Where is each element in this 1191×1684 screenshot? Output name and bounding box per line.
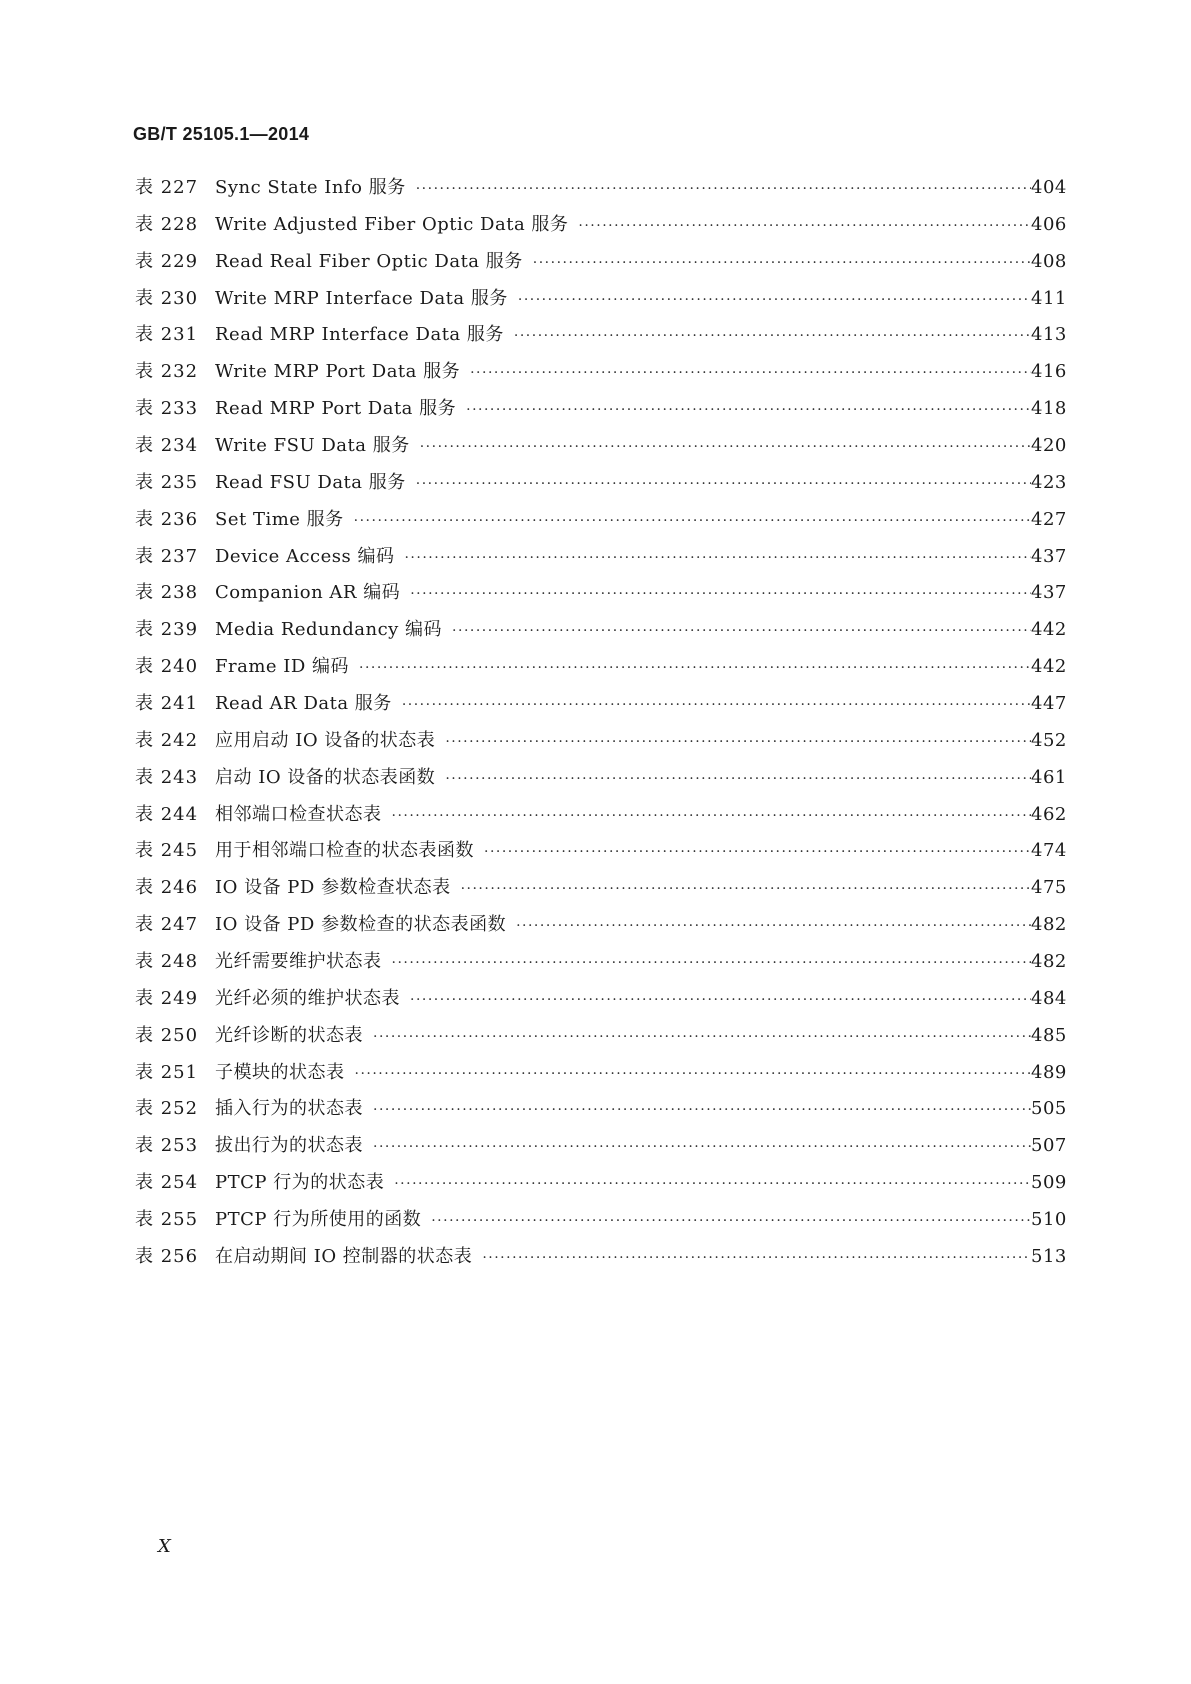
toc-title: Write FSU Data 服务 <box>215 435 410 457</box>
toc-entry[interactable] <box>135 250 1067 287</box>
toc-leader-dots <box>369 1025 1031 1049</box>
toc-leader-dots <box>441 767 1031 791</box>
toc-entry[interactable] <box>135 471 1067 508</box>
toc-table-number: 表 237 <box>135 545 199 567</box>
toc-entry[interactable] <box>135 803 1067 840</box>
toc-leader-dots <box>510 324 1031 348</box>
toc-page-number: 406 <box>1031 213 1067 235</box>
toc-title: IO 设备 PD 参数检查状态表 <box>215 877 451 899</box>
toc-page-number: 461 <box>1031 766 1067 788</box>
toc-entry[interactable] <box>135 397 1067 434</box>
toc-page-number: 513 <box>1031 1245 1067 1267</box>
toc-table-number: 表 230 <box>135 287 199 309</box>
toc-table-number: 表 251 <box>135 1061 199 1083</box>
toc-table-number: 表 249 <box>135 987 199 1009</box>
toc-page-number: 462 <box>1031 803 1067 825</box>
toc-entry[interactable] <box>135 729 1067 766</box>
toc-leader-dots <box>369 1135 1031 1159</box>
toc-page-number: 404 <box>1031 177 1067 198</box>
toc-table-number: 表 231 <box>135 324 199 346</box>
toc-entry[interactable] <box>135 950 1067 987</box>
toc-table-number: 表 252 <box>135 1098 199 1120</box>
toc-entry[interactable] <box>135 287 1067 324</box>
toc-title: 启动 IO 设备的状态表函数 <box>215 766 436 788</box>
toc-title: Frame ID 编码 <box>215 656 350 678</box>
toc-entry[interactable] <box>135 766 1067 803</box>
toc-entry[interactable] <box>135 213 1067 250</box>
toc-title: Read Real Fiber Optic Data 服务 <box>215 250 523 272</box>
toc-title: Read MRP Port Data 服务 <box>215 398 457 420</box>
toc-title: Companion AR 编码 <box>215 582 401 604</box>
toc-entry[interactable] <box>135 1024 1067 1061</box>
toc-entry[interactable] <box>135 913 1067 950</box>
toc-title: 在启动期间 IO 控制器的状态表 <box>215 1245 473 1267</box>
toc-page-number: 475 <box>1031 877 1067 899</box>
toc-table-number: 表 254 <box>135 1172 199 1194</box>
toc-entry[interactable] <box>135 655 1067 692</box>
toc-entry[interactable] <box>135 508 1067 545</box>
toc-page-number: 437 <box>1031 582 1067 604</box>
toc-leader-dots <box>457 877 1031 901</box>
toc-leader-dots <box>529 251 1031 275</box>
toc-table-number: 表 255 <box>135 1209 199 1231</box>
toc-entry[interactable] <box>135 987 1067 1024</box>
toc-title: 光纤需要维护状态表 <box>215 951 382 973</box>
toc-page-number: 437 <box>1031 545 1067 567</box>
toc-leader-dots <box>400 546 1031 570</box>
toc-page-number: 489 <box>1031 1061 1067 1083</box>
toc-page-number: 507 <box>1031 1135 1067 1157</box>
toc-leader-dots <box>512 914 1031 938</box>
toc-table-number: 表 228 <box>135 213 199 235</box>
toc-leader-dots <box>441 730 1031 754</box>
toc-page-number: 416 <box>1031 361 1067 383</box>
toc-title: Set Time 服务 <box>215 508 344 530</box>
toc-page-number: 420 <box>1031 435 1067 457</box>
toc-entry[interactable] <box>135 1171 1067 1208</box>
toc-leader-dots <box>350 509 1031 533</box>
toc-title: Device Access 编码 <box>215 545 395 567</box>
toc-title: 用于相邻端口检查的状态表函数 <box>215 840 474 862</box>
toc-page-number: 442 <box>1031 619 1067 641</box>
toc-title: 应用启动 IO 设备的状态表 <box>215 729 436 751</box>
toc-page-number: 484 <box>1031 987 1067 1009</box>
toc-title: Sync State Info 服务 <box>215 177 406 198</box>
toc-leader-dots <box>398 693 1031 717</box>
toc-page-number: 482 <box>1031 951 1067 973</box>
toc-title: Read MRP Interface Data 服务 <box>215 324 504 346</box>
toc-leader-dots <box>406 582 1031 606</box>
toc-title: Read AR Data 服务 <box>215 693 392 715</box>
toc-leader-dots <box>388 951 1032 975</box>
toc-title: 相邻端口检查状态表 <box>215 803 382 825</box>
toc-entry[interactable] <box>135 1134 1067 1171</box>
toc-leader-dots <box>574 214 1031 238</box>
toc-leader-dots <box>478 1246 1031 1270</box>
toc-table-number: 表 250 <box>135 1024 199 1046</box>
toc-entry[interactable] <box>135 692 1067 729</box>
table-of-contents <box>135 176 1067 1282</box>
toc-title: Read FSU Data 服务 <box>215 471 406 493</box>
toc-entry[interactable] <box>135 618 1067 655</box>
toc-table-number: 表 243 <box>135 766 199 788</box>
toc-page-number: 442 <box>1031 656 1067 678</box>
toc-leader-dots <box>390 1172 1031 1196</box>
toc-title: Write Adjusted Fiber Optic Data 服务 <box>215 213 569 235</box>
toc-leader-dots <box>466 361 1031 385</box>
toc-table-number: 表 247 <box>135 914 199 936</box>
toc-page-number: 408 <box>1031 250 1067 272</box>
toc-entry[interactable] <box>135 1208 1067 1245</box>
toc-table-number: 表 234 <box>135 435 199 457</box>
toc-table-number: 表 229 <box>135 250 199 272</box>
toc-leader-dots <box>448 619 1031 643</box>
toc-page-number: 413 <box>1031 324 1067 346</box>
toc-table-number: 表 238 <box>135 582 199 604</box>
toc-entry[interactable] <box>135 1061 1067 1098</box>
toc-leader-dots <box>462 398 1031 422</box>
toc-table-number: 表 235 <box>135 471 199 493</box>
toc-page-number: 447 <box>1031 693 1067 715</box>
toc-title: 拔出行为的状态表 <box>215 1135 363 1157</box>
toc-title: 插入行为的状态表 <box>215 1098 363 1120</box>
toc-leader-dots <box>427 1209 1031 1233</box>
toc-leader-dots <box>355 656 1031 680</box>
toc-page-number: 474 <box>1031 840 1067 862</box>
toc-title: Write MRP Port Data 服务 <box>215 361 461 383</box>
toc-leader-dots <box>514 288 1031 312</box>
toc-table-number: 表 248 <box>135 951 199 973</box>
toc-entry[interactable] <box>135 1245 1067 1282</box>
toc-table-number: 表 236 <box>135 508 199 530</box>
toc-table-number: 表 246 <box>135 877 199 899</box>
page-number: X <box>158 1536 171 1557</box>
toc-leader-dots <box>406 988 1031 1012</box>
toc-leader-dots <box>412 177 1031 201</box>
toc-leader-dots <box>412 472 1031 496</box>
toc-page-number: 411 <box>1031 287 1067 309</box>
toc-title: Write MRP Interface Data 服务 <box>215 287 508 309</box>
toc-table-number: 表 240 <box>135 656 199 678</box>
toc-page-number: 505 <box>1031 1098 1067 1120</box>
toc-entry[interactable] <box>135 176 1067 213</box>
toc-leader-dots <box>416 435 1031 459</box>
toc-page-number: 427 <box>1031 508 1067 530</box>
toc-table-number: 表 242 <box>135 729 199 751</box>
toc-entry[interactable] <box>135 545 1067 582</box>
toc-entry[interactable] <box>135 360 1067 397</box>
toc-entry[interactable] <box>135 1097 1067 1134</box>
toc-title: PTCP 行为所使用的函数 <box>215 1209 422 1231</box>
toc-table-number: 表 244 <box>135 803 199 825</box>
toc-page-number: 510 <box>1031 1209 1067 1231</box>
toc-table-number: 表 239 <box>135 619 199 641</box>
toc-table-number: 表 241 <box>135 693 199 715</box>
toc-leader-dots <box>369 1098 1031 1122</box>
toc-table-number: 表 245 <box>135 840 199 862</box>
toc-entry[interactable] <box>135 581 1067 618</box>
toc-page-number: 423 <box>1031 471 1067 493</box>
toc-leader-dots <box>480 840 1031 864</box>
toc-page-number: 482 <box>1031 914 1067 936</box>
toc-entry[interactable] <box>135 323 1067 360</box>
toc-table-number: 表 253 <box>135 1135 199 1157</box>
toc-title: 光纤诊断的状态表 <box>215 1024 363 1046</box>
toc-title: 子模块的状态表 <box>215 1061 345 1083</box>
standard-code: GB/T 25105.1—2014 <box>133 124 310 144</box>
toc-table-number: 表 232 <box>135 361 199 383</box>
toc-page-number: 509 <box>1031 1172 1067 1194</box>
toc-title: PTCP 行为的状态表 <box>215 1172 385 1194</box>
toc-title: 光纤必须的维护状态表 <box>215 987 400 1009</box>
toc-leader-dots <box>351 1062 1032 1086</box>
toc-title: Media Redundancy 编码 <box>215 619 443 641</box>
toc-page-number: 452 <box>1031 729 1067 751</box>
toc-table-number: 表 256 <box>135 1245 199 1267</box>
toc-table-number: 表 233 <box>135 398 199 420</box>
toc-page-number: 418 <box>1031 398 1067 420</box>
toc-entry[interactable] <box>135 876 1067 913</box>
toc-entry[interactable] <box>135 434 1067 471</box>
toc-leader-dots <box>388 804 1032 828</box>
toc-table-number: 表 227 <box>135 177 199 198</box>
toc-page-number: 485 <box>1031 1024 1067 1046</box>
toc-entry[interactable] <box>135 839 1067 876</box>
toc-title: IO 设备 PD 参数检查的状态表函数 <box>215 914 507 936</box>
